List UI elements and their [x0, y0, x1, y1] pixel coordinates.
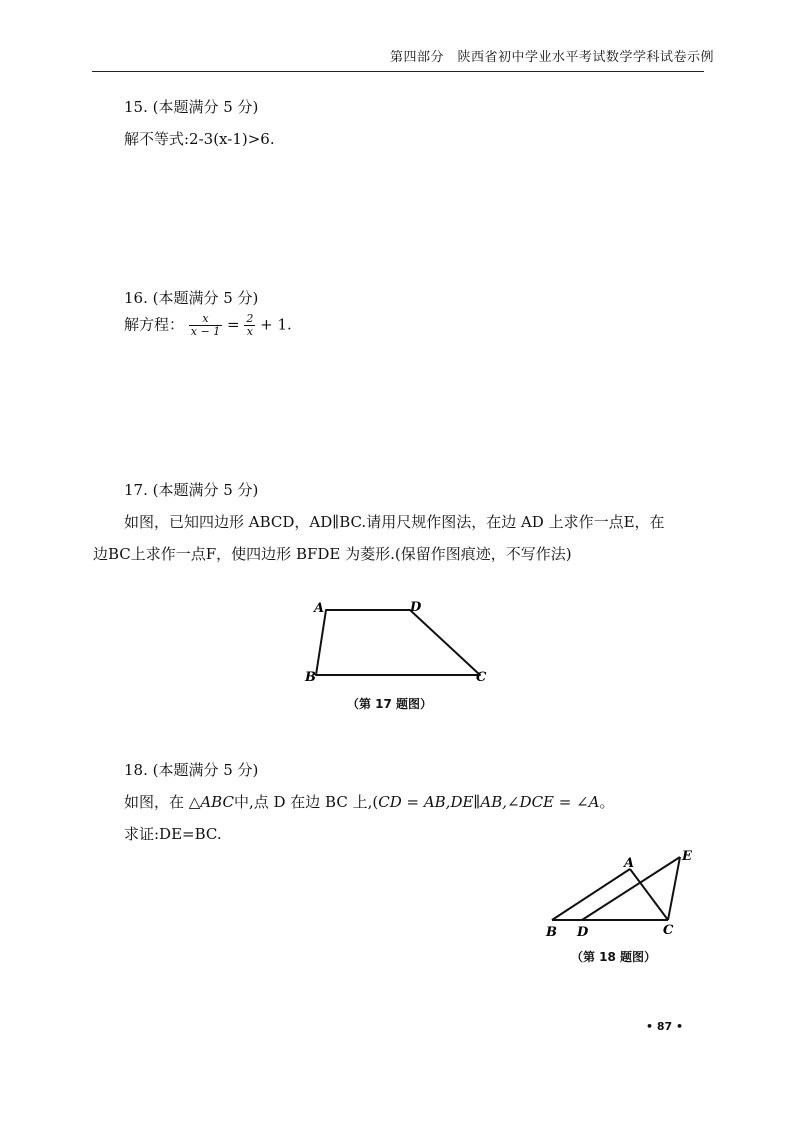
q16-heading: 16. (本题满分 5 分)	[124, 289, 259, 307]
q17-quadrilateral-figure	[300, 595, 500, 690]
q18-label-b: B	[546, 925, 557, 940]
segment-ab	[552, 869, 630, 920]
quadrilateral-abcd	[316, 610, 480, 675]
q18-label-e: E	[682, 849, 692, 864]
q16-tail: + 1.	[260, 315, 292, 334]
q17-figure-caption: （第 17 题图）	[347, 697, 433, 711]
q15-prompt: 解不等式:2-3(x-1)>6.	[124, 130, 275, 148]
q18-line1	[124, 791, 615, 812]
q16-frac2-denominator: x	[246, 325, 253, 338]
q18-line1-prefix: 如图，在	[124, 793, 189, 811]
q16-prompt-prefix: 解方程：	[124, 315, 185, 334]
q17-label-c: C	[476, 670, 487, 685]
q18-conditions: CD = AB,DE∥AB,∠DCE = ∠A	[378, 793, 600, 811]
q18-heading: 18. (本题满分 5 分)	[124, 761, 259, 779]
q18-line2: 求证:DE=BC.	[124, 825, 222, 843]
q16-fraction-left	[189, 313, 222, 338]
q17-label-a: A	[314, 601, 325, 616]
q18-line1-end: 。	[599, 793, 615, 811]
q18-line1-mid: 中,点 D 在边 BC 上,(	[233, 793, 379, 811]
running-header: 第四部分 陕西省初中学业水平考试数学学科试卷示例	[390, 50, 715, 65]
q16-frac2-numerator: 2	[246, 312, 254, 325]
q18-figure-caption: （第 18 题图）	[571, 950, 657, 964]
q18-label-d: D	[577, 925, 589, 940]
q16-equals: =	[227, 315, 240, 334]
q18-triangle-figure	[540, 845, 700, 940]
q17-label-b: B	[305, 670, 316, 685]
q16-frac1-denominator: x − 1	[190, 325, 221, 338]
q15-heading: 15. (本题满分 5 分)	[124, 98, 259, 116]
q16-equation	[124, 313, 292, 338]
q17-line1: 如图，已知四边形 ABCD，AD∥BC.请用尺规作图法，在边 AD 上求作一点E，在	[124, 513, 665, 531]
q17-heading: 17. (本题满分 5 分)	[124, 481, 259, 499]
q17-line2: 边BC上求作一点F，使四边形 BFDE 为菱形.(保留作图痕迹，不写作法)	[93, 545, 572, 563]
q18-triangle: △ABC	[188, 793, 234, 811]
q17-label-d: D	[410, 600, 422, 615]
page-number: • 87 •	[646, 1020, 684, 1033]
header-rule	[92, 71, 704, 72]
q16-fraction-right	[244, 313, 255, 338]
q18-label-a: A	[624, 856, 635, 871]
q16-frac1-numerator: x	[189, 313, 222, 326]
q18-label-c: C	[663, 923, 674, 938]
segment-ec	[668, 857, 680, 920]
